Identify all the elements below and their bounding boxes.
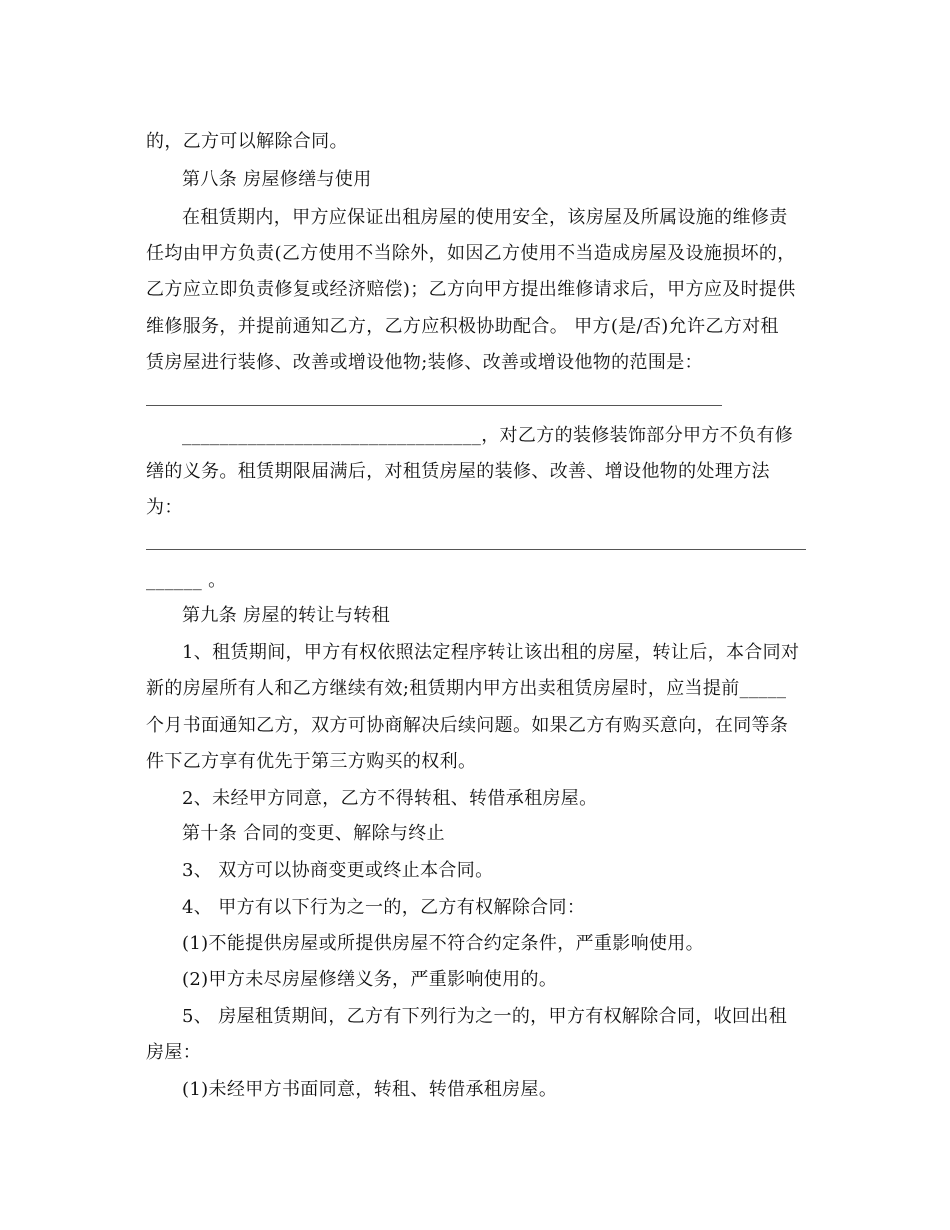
section-heading: 第八条 房屋修缮与使用: [182, 169, 372, 190]
blank-underline: [146, 405, 722, 406]
paragraph-line: 维修服务，并提前通知乙方，乙方应积极协助配合。 甲方(是/否)允许乙方对租: [146, 316, 779, 337]
paragraph-line: ________________________________，对乙方的装修装饰部分甲方不负有修: [182, 425, 794, 446]
paragraph-line: 乙方应立即负责修复或经济赔偿)；乙方向甲方提出维修请求后，甲方应及时提供: [146, 279, 796, 300]
paragraph-line: 4、 甲方有以下行为之一的，乙方有权解除合同：: [182, 897, 586, 918]
section-heading: 第九条 房屋的转让与转租: [182, 605, 390, 626]
paragraph-line: 3、 双方可以协商变更或终止本合同。: [182, 860, 494, 881]
paragraph-line: 个月书面通知乙方，双方可协商解决后续问题。如果乙方有购买意向，在同等条: [146, 715, 789, 736]
paragraph-line: 1、租赁期间，甲方有权依照法定程序转让该出租的房屋，转让后，本合同对: [182, 642, 800, 663]
blank-underline: [146, 549, 806, 550]
paragraph-line: 为：: [146, 497, 183, 518]
paragraph-line: 件下乙方享有优先于第三方购买的权利。: [146, 751, 477, 772]
paragraph-line: 新的房屋所有人和乙方继续有效;租赁期内甲方出卖租赁房屋时，应当提前_____: [146, 678, 787, 699]
paragraph-line: 任均由甲方负责(乙方使用不当除外，如因乙方使用不当造成房屋及设施损坏的，: [146, 243, 796, 264]
paragraph-line: (2)甲方未尽房屋修缮义务，严重影响使用的。: [182, 969, 558, 990]
paragraph-line: 赁房屋进行装修、改善或增设他物;装修、改善或增设他物的范围是：: [146, 352, 703, 373]
paragraph-line: 2、未经甲方同意，乙方不得转租、转借承租房屋。: [182, 788, 598, 809]
paragraph-line: 缮的义务。租赁期限届满后，对租赁房屋的装修、改善、增设他物的处理方法: [146, 461, 770, 482]
paragraph-line: 的，乙方可以解除合同。: [146, 131, 348, 152]
paragraph-line: (1)不能提供房屋或所提供房屋不符合约定条件，严重影响使用。: [182, 933, 704, 954]
paragraph-line: (1)未经甲方书面同意，转租、转借承租房屋。: [182, 1079, 558, 1100]
paragraph-line: ______ 。: [146, 570, 227, 591]
paragraph-line: 房屋：: [146, 1042, 202, 1063]
section-heading: 第十条 合同的变更、解除与终止: [182, 823, 445, 844]
paragraph-line: 在租赁期内，甲方应保证出租房屋的使用安全，该房屋及所属设施的维修责: [182, 207, 788, 228]
paragraph-line: 5、 房屋租赁期间，乙方有下列行为之一的，甲方有权解除合同，收回出租: [182, 1006, 788, 1027]
